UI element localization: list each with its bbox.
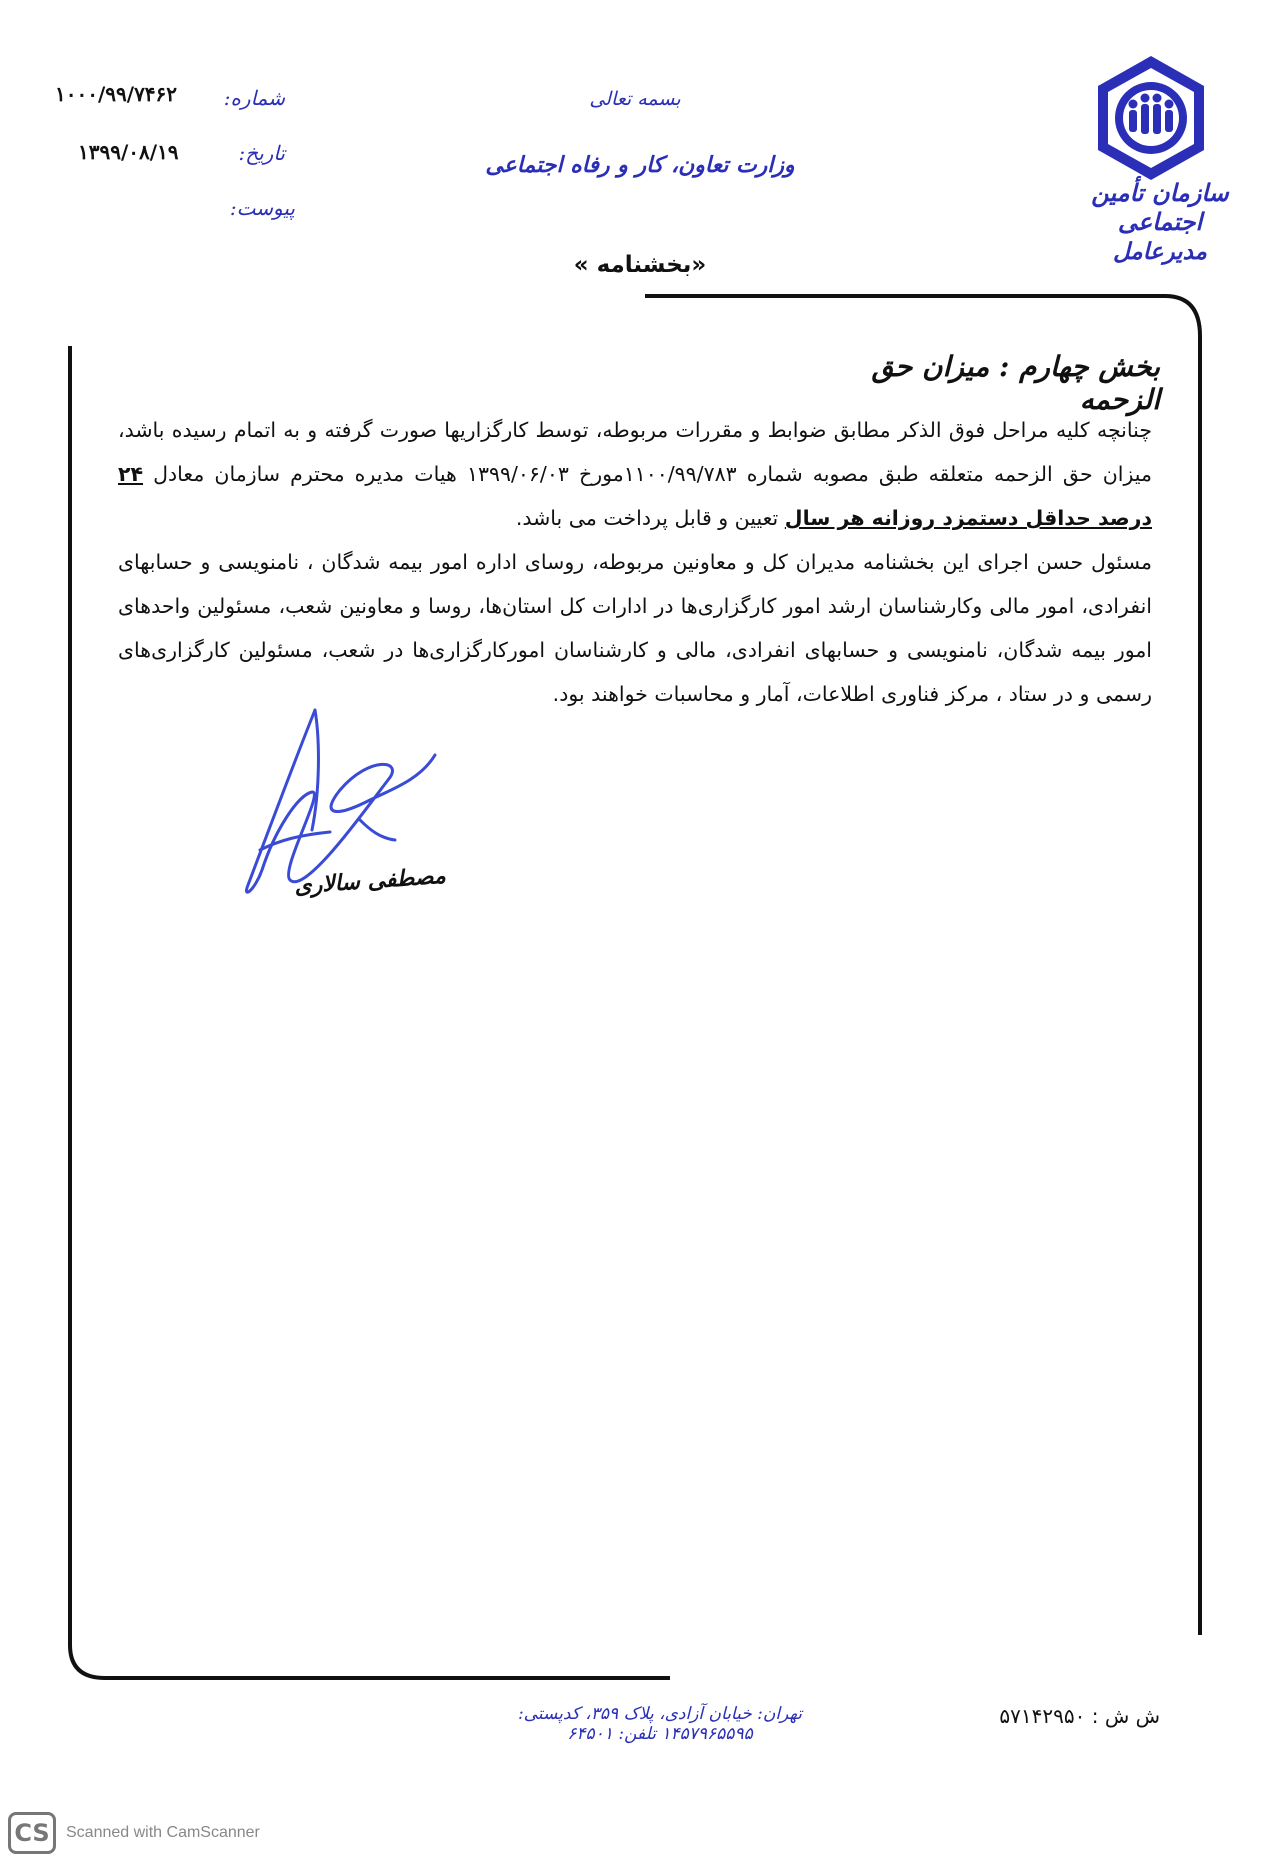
letter-date-label: تاریخ:	[238, 141, 285, 165]
fee-highlight: ۲۴ درصد حداقل دستمزد روزانه هر سال	[118, 462, 1152, 530]
organization-office: مدیرعامل	[1113, 238, 1207, 265]
footer-fax: ش ش : ۵۷۱۴۲۹۵۰	[999, 1704, 1160, 1728]
paragraph-fee-tail: تعیین و قابل پرداخت می باشد.	[515, 506, 779, 530]
paragraph-responsibility: مسئول حسن اجرای این بخشنامه مدیران کل و معاونین مربوطه، روسای اداره امور بیمه شدگان ، نامنویسی و حسابهای انفرادی، امور مالی وکارشناسان ارشد امور کارگزاری‌ها در ادارات کل استان‌ها، روسا و معاونین شعب، مسئولین واحدهای امور بیمه شدگان، نامنویسی و حسابهای انفرادی، مالی و کارشناسان امورکارگزاری‌ها در شعب، مسئولین کارگزاری‌های رسمی و در ستاد ، مرکز فناوری اطلاعات، آمار و محاسبات خواهند بود.	[118, 550, 1152, 706]
camscanner-watermark: Scanned with CamScanner	[66, 1824, 260, 1841]
letter-date-value: ۱۳۹۹/۰۸/۱۹	[78, 140, 179, 164]
section-title: بخش چهارم : میزان حق الزحمه	[871, 350, 1160, 416]
camscanner-logo-icon: CS	[8, 1812, 56, 1854]
footer-address: تهران: خیابان آزادی، پلاک ۳۵۹، کدپستی: ۱۴۵۷۹۶۵۵۹۵ تلفن: ۶۴۵۰۱	[517, 1704, 803, 1744]
signer-name: مصطفی سالاری	[293, 862, 447, 900]
organization-name: سازمان تأمین اجتماعی	[1091, 178, 1229, 236]
attachment-label: پیوست:	[229, 196, 295, 220]
letter-number-value: ۱۰۰۰/۹۹/۷۴۶۲	[55, 82, 178, 106]
letter-body	[118, 408, 1152, 716]
paragraph-fee-text: چنانچه کلیه مراحل فوق الذکر مطابق ضوابط و مقررات مربوطه، توسط کارگزاریها صورت گرفته و به اتمام رسیده باشد، میزان حق الزحمه متعلقه طبق مصوبه شماره ۱۱۰۰/۹۹/۷۸۳مورخ ۱۳۹۹/۰۶/۰۳ هیات مدیره محترم سازمان معادل	[118, 418, 1152, 486]
document-type-title: «بخشنامه »	[573, 252, 707, 278]
bismillah-heading: بسمه تعالی	[589, 88, 681, 110]
paragraph-fee	[118, 408, 1152, 540]
letter-number-label: شماره:	[223, 86, 285, 110]
social-security-organization-logo	[1090, 52, 1212, 184]
ministry-name: وزارت تعاون، کار و رفاه اجتماعی	[485, 152, 795, 178]
